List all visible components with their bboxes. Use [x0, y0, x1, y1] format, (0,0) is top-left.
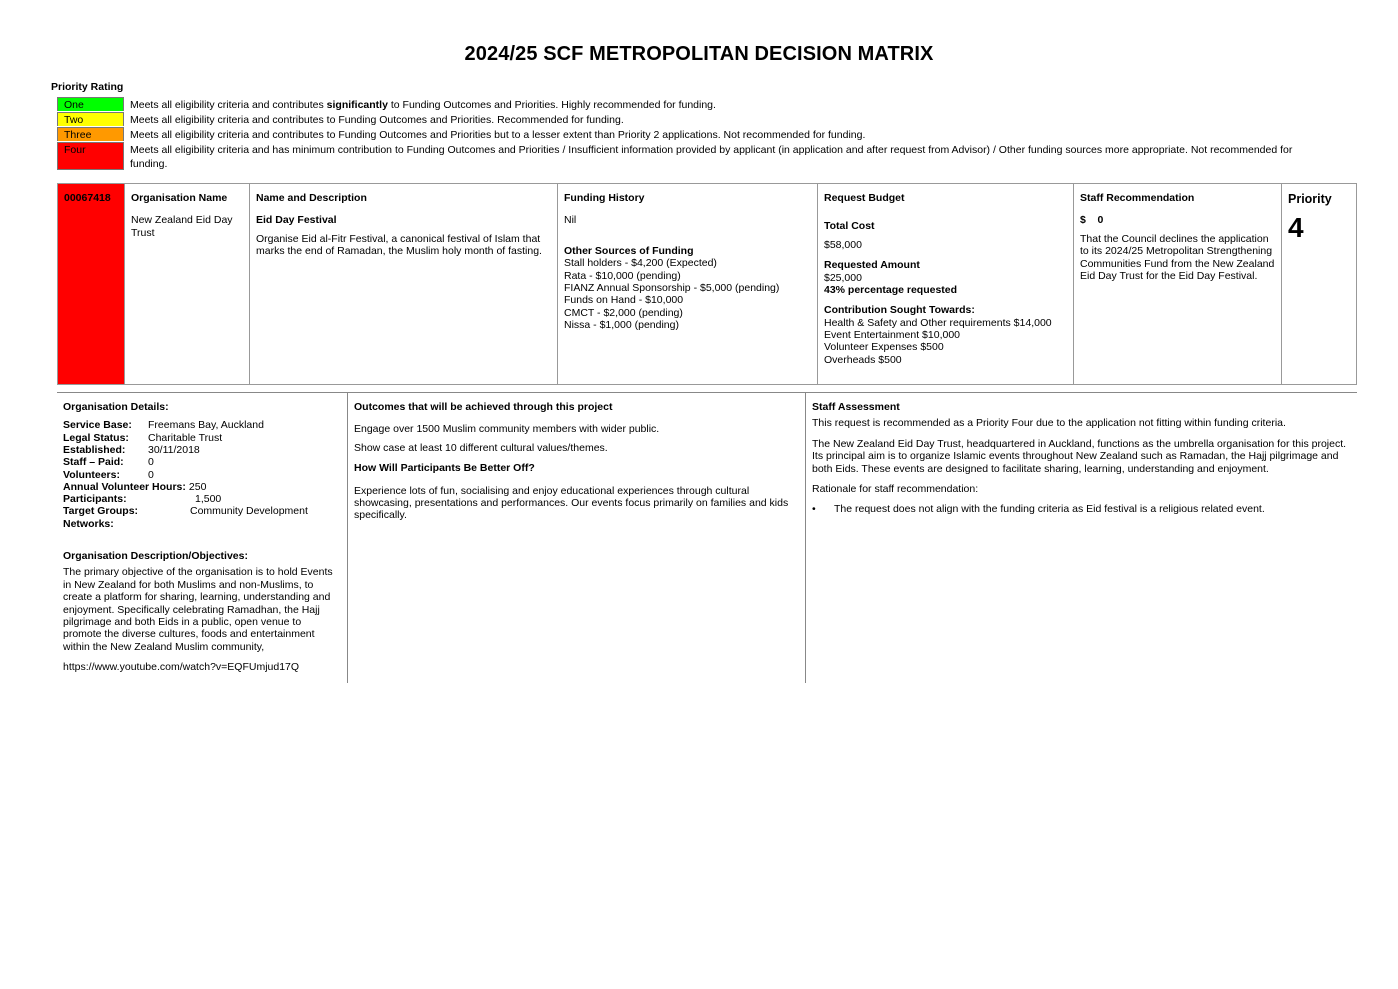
rationale-list — [812, 503, 1351, 515]
rationale-item: • The request does not align with the funding criteria as Eid festival is a religious related event. — [832, 503, 1351, 515]
budget-column — [818, 184, 1074, 384]
detail-label: Target Groups: — [63, 505, 139, 518]
org-description-heading: Organisation Description/Objectives: — [63, 550, 248, 563]
detail-value: 0 — [148, 468, 154, 481]
detail-volunteer-hours — [63, 481, 341, 493]
rationale-heading: Rationale for staff recommendation: — [812, 482, 979, 495]
contribution-item: Event Entertainment $10,000 — [824, 329, 961, 341]
detail-label: Annual Volunteer Hours: — [63, 480, 186, 493]
detail-label: Networks: — [63, 517, 114, 530]
priority-desc-one: Meets all eligibility criteria and contributes significantly to Funding Outcomes and Priorities. Highly recommended for funding. — [130, 99, 716, 111]
page-title: 2024/25 SCF METROPOLITAN DECISION MATRIX — [464, 43, 934, 65]
detail-participants — [63, 493, 341, 505]
contribution-item: Overheads $500 — [824, 353, 902, 366]
priority-heading: Priority — [1288, 192, 1332, 206]
total-cost-value: $58,000 — [824, 238, 862, 251]
project-description: Organise Eid al-Fitr Festival, a canonical festival of Islam that marks the end of Ramadan, the Muslim holy month of fasting. — [256, 232, 542, 258]
outcome-item: Engage over 1500 Muslim community members with wider public. — [354, 423, 660, 436]
total-cost-label: Total Cost — [824, 220, 875, 233]
priority-column — [1282, 184, 1356, 384]
contribution-heading: Contribution Sought Towards: — [824, 304, 975, 317]
funding-history-value: Nil — [564, 214, 577, 227]
staff-recommendation-column — [1074, 184, 1282, 384]
other-source-item: FIANZ Annual Sponsorship - $5,000 (pending) — [564, 281, 780, 294]
priority-swatch-four: Four — [57, 142, 124, 170]
detail-value: Freemans Bay, Auckland — [148, 419, 264, 432]
detail-value: Charitable Trust — [148, 431, 223, 444]
other-source-item: CMCT - $2,000 (pending) — [564, 306, 683, 319]
detail-staff-paid — [63, 456, 341, 468]
description-heading: Name and Description — [256, 192, 367, 204]
detail-value: 0 — [148, 456, 154, 469]
application-table — [57, 183, 1357, 385]
detail-target-groups — [63, 505, 341, 517]
other-source-item: Stall holders - $4,200 (Expected) — [564, 257, 717, 270]
org-details-heading: Organisation Details: — [63, 401, 169, 413]
better-off-heading: How Will Participants Be Better Off? — [354, 462, 535, 475]
priority-swatch-three: Three — [57, 127, 124, 141]
other-source-item: Funds on Hand - $10,000 — [564, 294, 684, 307]
other-source-item: Nissa - $1,000 (pending) — [564, 319, 679, 331]
budget-heading: Request Budget — [824, 192, 905, 204]
description-column — [250, 184, 558, 384]
detail-label: Service Base: — [63, 419, 132, 432]
detail-label: Volunteers: — [63, 468, 120, 481]
priority-swatch-two: Two — [57, 112, 124, 126]
staff-recommendation-heading: Staff Recommendation — [1080, 192, 1195, 204]
org-description: The primary objective of the organisation is to hold Events in New Zealand for both Muslims and non-Muslims, to create a platform for sharing, learning, understanding and enjoyment. Specifically celebrating Ramadhan, the Hajj pilgrimage and both Eids in a public, open venue to promote the diverse cultures, foods and entertainment within the New Zealand Muslim community, — [63, 566, 333, 653]
detail-legal-status — [63, 432, 341, 444]
detail-value: 30/11/2018 — [148, 443, 200, 456]
org-video-link[interactable]: https://www.youtube.com/watch?v=EQFUmjud17Q — [63, 661, 300, 674]
assessment-paragraph: This request is recommended as a Priority Four due to the application not fitting within funding criteria. — [812, 417, 1286, 430]
priority-row-four — [57, 142, 1317, 171]
priority-rating-heading: Priority Rating — [51, 81, 124, 93]
funding-column — [558, 184, 818, 384]
detail-label: Staff – Paid: — [63, 456, 124, 469]
funding-history-heading: Funding History — [564, 192, 645, 204]
detail-label: Established: — [63, 443, 126, 456]
contribution-item: Volunteer Expenses $500 — [824, 341, 944, 354]
org-name-column — [125, 184, 250, 384]
outcome-item: Show case at least 10 different cultural values/themes. — [354, 441, 608, 454]
staff-assessment-column — [806, 393, 1357, 683]
requested-amount-value: $25,000 — [824, 271, 862, 284]
detail-established — [63, 444, 341, 456]
details-section — [57, 393, 1357, 683]
priority-row-two — [57, 112, 1317, 127]
priority-row-one — [57, 97, 1317, 112]
priority-value: 4 — [1288, 211, 1304, 243]
outcomes-column — [348, 393, 806, 683]
requested-amount-label: Requested Amount — [824, 259, 920, 272]
detail-volunteers — [63, 469, 341, 481]
application-id: 00067418 — [58, 184, 125, 384]
detail-value: 1,500 — [195, 493, 222, 506]
priority-swatch-one: One — [57, 97, 124, 111]
priority-desc-two: Meets all eligibility criteria and contributes to Funding Outcomes and Priorities. Recommended for funding. — [130, 114, 624, 126]
priority-desc-four: Meets all eligibility criteria and has minimum contribution to Funding Outcomes and Priorities / Insufficient information provided by applicant (in application and after request from Advisor) / Other funding sources more appropriate. Not recommended for funding. — [130, 144, 1293, 170]
detail-value: Community Development — [190, 505, 308, 518]
other-source-item: Rata - $10,000 (pending) — [564, 269, 681, 282]
priority-rating-legend — [57, 97, 1317, 171]
detail-service-base — [63, 419, 341, 431]
priority-desc-three: Meets all eligibility criteria and contributes to Funding Outcomes and Priorities but to a lesser extent than Priority 2 applications. Not recommended for funding. — [130, 129, 866, 141]
organisation-details-column — [57, 393, 348, 683]
priority-row-three — [57, 127, 1317, 142]
assessment-paragraph: The New Zealand Eid Day Trust, headquartered in Auckland, functions as the umbrella organisation for this project. Its principal aim is to organize Islamic events throughout New Zealand such as Ramadan, the Hajj pilgrimage and both Eids. These events are designed to facilitate sharing, learning, understanding and enjoyment. — [812, 437, 1347, 475]
staff-recommended-amount: $ 0 — [1080, 214, 1104, 227]
org-name: New Zealand Eid Day Trust — [131, 214, 233, 239]
detail-label: Participants: — [63, 493, 127, 506]
project-name: Eid Day Festival — [256, 214, 337, 227]
contribution-item: Health & Safety and Other requirements $14,000 — [824, 316, 1052, 329]
outcomes-heading: Outcomes that will be achieved through this project — [354, 401, 613, 413]
detail-label: Legal Status: — [63, 431, 129, 444]
other-sources-heading: Other Sources of Funding — [564, 244, 694, 257]
percentage-requested: 43% percentage requested — [824, 283, 958, 296]
detail-value: 250 — [188, 480, 207, 493]
staff-assessment-heading: Staff Assessment — [812, 401, 900, 413]
detail-networks — [63, 518, 341, 530]
staff-recommendation-text: That the Council declines the application to its 2024/25 Metropolitan Strengthening Communities Fund from the New Zealand Eid Day Trust for the Eid Day Festival. — [1080, 232, 1275, 282]
better-off-text: Experience lots of fun, socialising and enjoy educational experiences through cultural showcasing, presentations and performances. Our events focus primarily on families and kids specifically. — [354, 484, 789, 522]
org-name-heading: Organisation Name — [131, 192, 228, 204]
